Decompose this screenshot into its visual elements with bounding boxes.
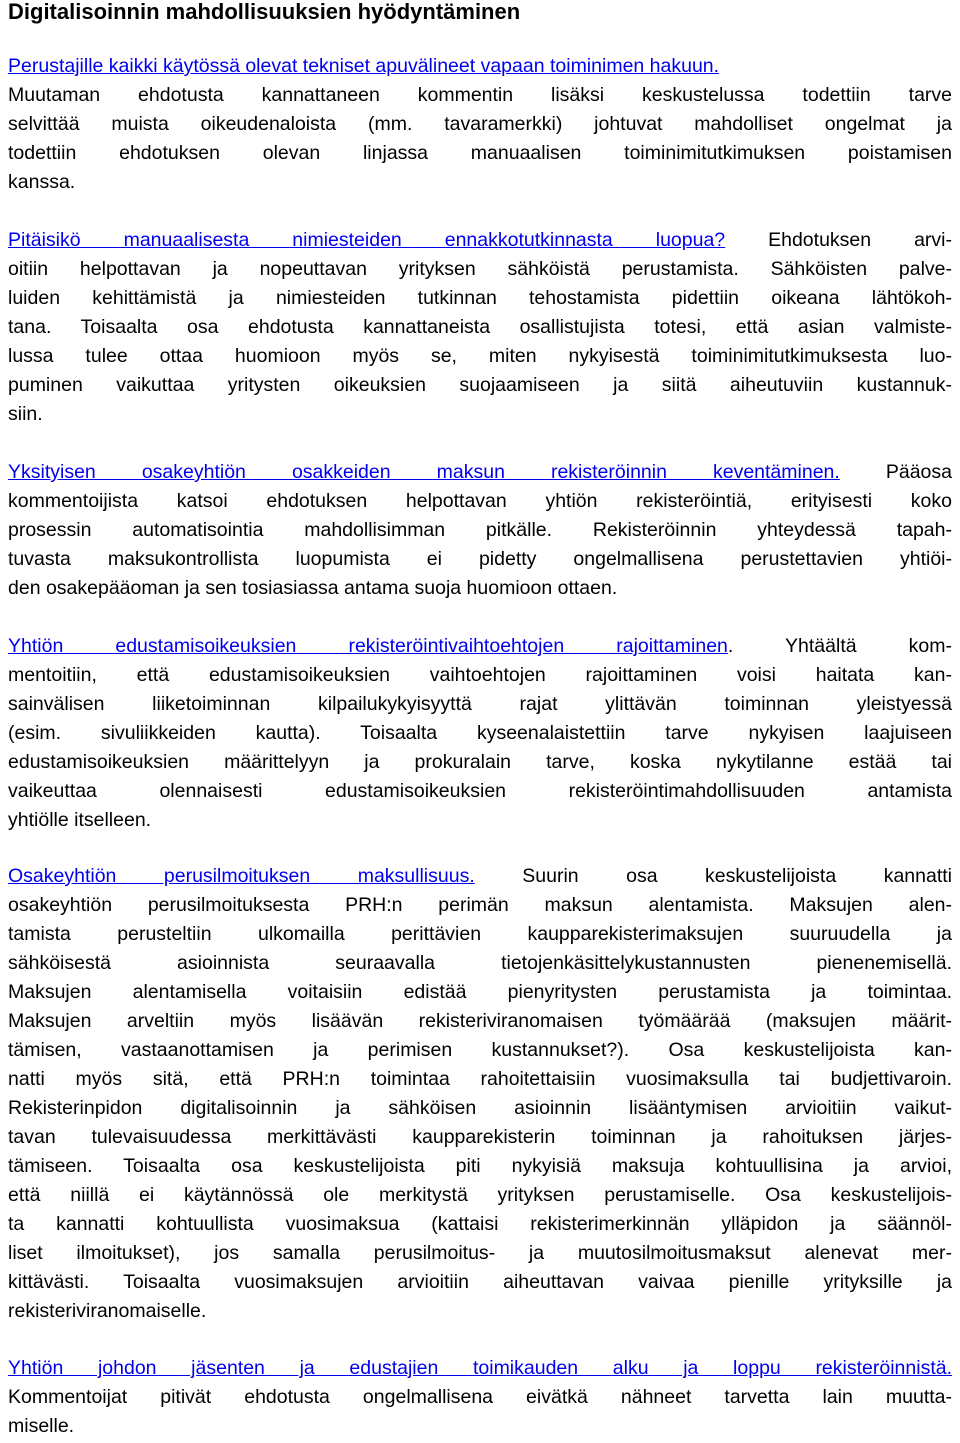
line-text: mentoitiin, että edustamisoikeuksien vaihtoehtojen rajoittaminen voisi haitata kan- — [8, 664, 952, 686]
text-line — [8, 949, 952, 978]
paragraph — [8, 226, 952, 429]
line-text: lussa tulee ottaa huomioon myös se, miten nykyisestä toiminimitutkimuksesta luo- — [8, 345, 952, 367]
text-line — [8, 1268, 952, 1297]
text-line — [8, 458, 952, 487]
text-line — [8, 371, 952, 400]
text-line — [8, 342, 952, 371]
text-line — [8, 110, 952, 139]
line-text: miselle. — [8, 1415, 75, 1437]
line-text: tavan tulevaisuudessa merkittävästi kaupparekisterin toiminnan ja rahoituksen järjes- — [8, 1126, 952, 1148]
text-line — [8, 1383, 952, 1412]
page-title: Digitalisoinnin mahdollisuuksien hyödyntäminen — [8, 0, 521, 24]
text-line — [8, 632, 952, 661]
line-text: edustamisoikeuksien määrittelyyn ja prokuralain tarve, koska nykytilanne estää tai — [8, 751, 952, 773]
line-text: Kommentoijat pitivät ehdotusta ongelmallisena eivätkä nähneet tarvetta lain muutta- — [8, 1386, 952, 1408]
line-text: tämisen, vastaanottamisen ja perimisen kustannukset?). Osa keskustelijoista kan- — [8, 1039, 952, 1061]
text-line — [8, 891, 952, 920]
text-line — [8, 487, 952, 516]
section-link[interactable]: Osakeyhtiön perusilmoituksen maksullisuus. — [8, 865, 475, 887]
line-text: sähköisestä asioinnista seuraavalla tietojenkäsittelykustannusten pienenemisellä. — [8, 952, 952, 974]
line-text: ta kannatti kohtuullista vuosimaksua (kattaisi rekisterimerkinnän ylläpidon ja säännöl- — [8, 1213, 952, 1235]
line-text: todettiin ehdotuksen olevan linjassa manuaalisen toiminimitutkimuksen poistamisen — [8, 142, 952, 164]
text-line — [8, 1007, 952, 1036]
section-link[interactable]: Yksityisen osakeyhtiön osakkeiden maksun rekisteröinnin keventäminen. — [8, 461, 840, 483]
text-line — [8, 690, 952, 719]
text-line — [8, 168, 952, 197]
line-text: siin. — [8, 403, 43, 425]
line-text: Pääosa — [839, 461, 952, 483]
line-text: tuvasta maksukontrollista luopumista ei pidetty ongelmallisena perustettavien yhtiöi- — [8, 548, 952, 570]
line-text: sainvälisen liiketoiminnan kilpailukykyisyyttä rajat ylittävän toiminnan yleistyessä — [8, 693, 952, 715]
text-line — [8, 139, 952, 168]
line-text: prosessin automatisointia mahdollisimman pitkälle. Rekisteröinnin yhteydessä tapah- — [8, 519, 952, 541]
text-line — [8, 806, 952, 835]
line-text: yhtiölle itselleen. — [8, 809, 152, 831]
text-line — [8, 978, 952, 1007]
text-line — [8, 516, 952, 545]
text-line — [8, 226, 952, 255]
line-text: kittävästi. Toisaalta vuosimaksujen arvioitiin aiheuttavan vaivaa pienille yrityksille ja — [8, 1271, 952, 1293]
line-text: . Yhtäältä kom- — [727, 635, 952, 657]
line-text: tana. Toisaalta osa ehdotusta kannattaneista osallistujista totesi, että asian valmiste- — [8, 316, 952, 338]
line-text: luiden kehittämistä ja nimiesteiden tutkinnan tehostamista pidettiin oikeana lähtökoh- — [8, 287, 952, 309]
line-text: puminen vaikuttaa yritysten oikeuksien suojaamiseen ja siitä aiheutuviin kustannuk- — [8, 374, 952, 396]
text-line — [8, 1297, 952, 1326]
paragraph — [8, 862, 952, 1326]
line-text: natti myös sitä, että PRH:n toimintaa rahoitettaisiin vuosimaksulla tai budjettivaroin. — [8, 1068, 952, 1090]
text-line — [8, 313, 952, 342]
text-line — [8, 1210, 952, 1239]
line-text: Ehdotuksen arvi- — [725, 229, 952, 251]
text-line — [8, 52, 952, 81]
line-text: Suurin osa keskustelijoista kannatti — [474, 865, 952, 887]
paragraph — [8, 632, 952, 835]
line-text: kanssa. — [8, 171, 76, 193]
text-line — [8, 400, 952, 429]
text-line — [8, 1065, 952, 1094]
text-line — [8, 545, 952, 574]
text-line — [8, 719, 952, 748]
text-line — [8, 255, 952, 284]
paragraph — [8, 1354, 952, 1441]
line-text: Maksujen alentamisella voitaisiin edistää pienyritysten perustamista ja toimintaa. — [8, 981, 952, 1003]
line-text: että niillä ei käytännössä ole merkitystä yrityksen perustamiselle. Osa keskustelijois- — [8, 1184, 952, 1206]
line-text: osakeyhtiön perusilmoituksesta PRH:n perimän maksun alentamista. Maksujen alen- — [8, 894, 952, 916]
text-line — [8, 1094, 952, 1123]
line-text: rekisteriviranomaiselle. — [8, 1300, 207, 1322]
text-line — [8, 1354, 952, 1383]
text-line — [8, 574, 952, 603]
text-line — [8, 1239, 952, 1268]
text-line — [8, 748, 952, 777]
section-link[interactable]: Perustajille kaikki käytössä olevat tekniset apuvälineet vapaan toiminimen hakuun. — [8, 55, 720, 77]
section-link[interactable]: Yhtiön johdon jäsenten ja edustajien toimikauden alku ja loppu rekisteröinnistä. — [8, 1357, 952, 1379]
text-line — [8, 1123, 952, 1152]
text-line — [8, 284, 952, 313]
text-line — [8, 862, 952, 891]
paragraph — [8, 458, 952, 603]
line-text: Muutaman ehdotusta kannattaneen kommentin lisäksi keskustelussa todettiin tarve — [8, 84, 952, 106]
paragraph — [8, 52, 952, 197]
line-text: oitiin helpottavan ja nopeuttavan yrityksen sähköistä perustamista. Sähköisten palve- — [8, 258, 952, 280]
line-text: tämiseen. Toisaalta osa keskustelijoista piti nykyisiä maksuja kohtuullisina ja arvioi, — [8, 1155, 952, 1177]
line-text: liset ilmoitukset), jos samalla perusilmoitus- ja muutosilmoitusmaksut alenevat mer- — [8, 1242, 952, 1264]
line-text: vaikeuttaa olennaisesti edustamisoikeuksien rekisteröintimahdollisuuden antamista — [8, 780, 952, 802]
text-line — [8, 1181, 952, 1210]
line-text: selvittää muista oikeudenaloista (mm. tavaramerkki) johtuvat mahdolliset ongelmat ja — [8, 113, 952, 135]
line-text: (esim. sivuliikkeiden kautta). Toisaalta kyseenalaistettiin tarve nykyisen laajuiseen — [8, 722, 952, 744]
line-text: Rekisterinpidon digitalisoinnin ja sähköisen asioinnin lisääntymisen arvioitiin vaikut- — [8, 1097, 952, 1119]
text-line — [8, 1152, 952, 1181]
line-text: Maksujen arveltiin myös lisäävän rekisteriviranomaisen työmäärää (maksujen määrit- — [8, 1010, 952, 1032]
line-text: den osakepääoman ja sen tosiasiassa antama suoja huomioon ottaen. — [8, 577, 618, 599]
text-line — [8, 1036, 952, 1065]
line-text: tamista perusteltiin ulkomailla perittävien kaupparekisterimaksujen suuruudella ja — [8, 923, 952, 945]
section-link[interactable]: Yhtiön edustamisoikeuksien rekisteröintivaihtoehtojen rajoittaminen — [8, 635, 728, 657]
text-line — [8, 1412, 952, 1441]
line-text: kommentoijista katsoi ehdotuksen helpottavan yhtiön rekisteröintiä, erityisesti koko — [8, 490, 952, 512]
text-line — [8, 661, 952, 690]
text-line — [8, 920, 952, 949]
text-line — [8, 81, 952, 110]
text-line — [8, 777, 952, 806]
section-link[interactable]: Pitäisikö manuaalisesta nimiesteiden ennakkotutkinnasta luopua? — [8, 229, 726, 251]
